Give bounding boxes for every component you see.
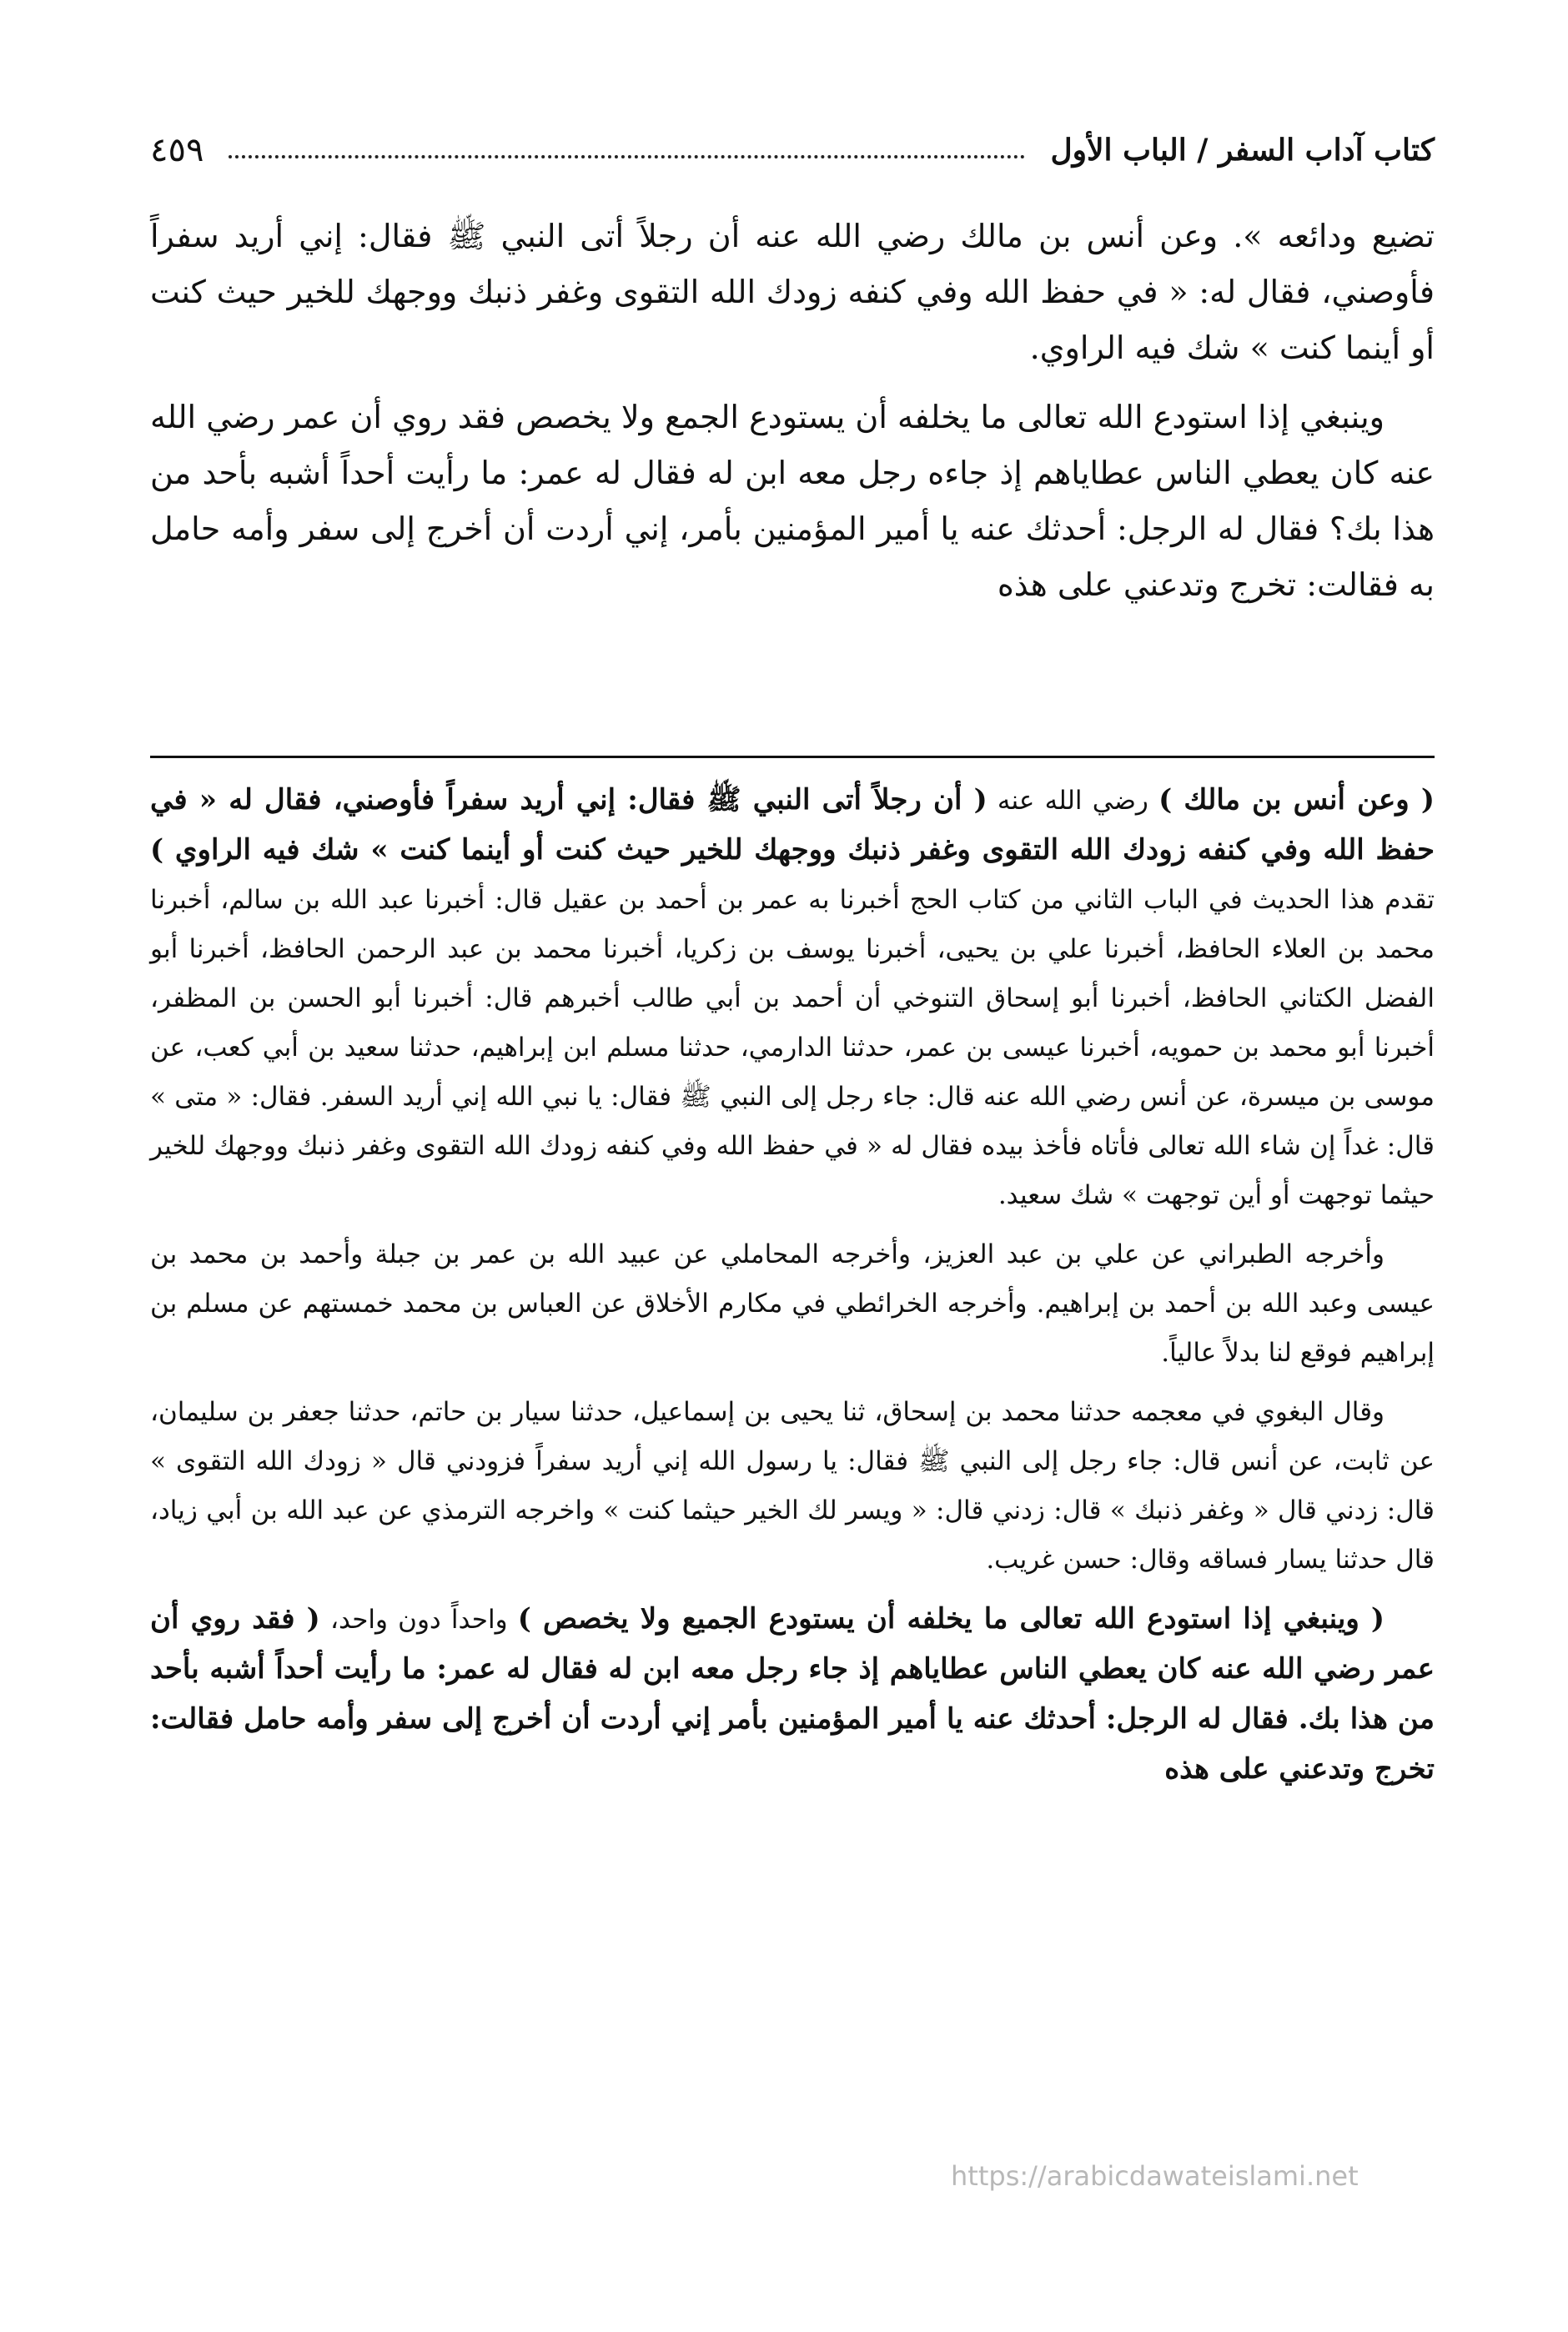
main-text: [150, 209, 1435, 626]
commentary-paragraph-1: [150, 776, 1435, 1220]
commentary-text: تقدم هذا الحديث في الباب الثاني من كتاب الحج أخبرنا به عمر بن أحمد بن عقيل قال: أخبرنا عبد الله بن سالم، أخبرنا محمد بن العلاء الحافظ، أخبرنا علي بن يحيى، أخبرنا يوسف بن زكريا، أخبرنا محمد بن عبد الرحمن الحافظ، أخبرنا أبو الفضل الكتاني الحافظ، أخبرنا أبو إسحاق التنوخي أن أحمد بن أبي طالب أخبرهم قال: أخبرنا أبو الحسن بن المظفر، أخبرنا أبو محمد بن حمويه، أخبرنا عيسى بن عمر، حدثنا الدارمي، حدثنا مسلم ابن إبراهيم، حدثنا سعيد بن أبي كعب، عن موسى بن ميسرة، عن أنس رضي الله عنه قال: جاء رجل إلى النبي ﷺ فقال: يا نبي الله إني أريد السفر. فقال: « متى » قال: غداً إن شاء الله تعالى فأتاه فأخذ بيده فقال له « في حفظ الله وفي كنفه زودك الله التقوى وغفر ذنبك ووجهك للخير حيثما توجهت أو أين توجهت » شك سعيد.: [150, 885, 1435, 1210]
commentary-paragraph-3: وقال البغوي في معجمه حدثنا محمد بن إسحاق، ثنا يحيى بن إسماعيل، حدثنا سيار بن حاتم، حدثنا جعفر بن سليمان، عن ثابت، عن أنس قال: جاء رجل إلى النبي ﷺ فقال: يا رسول الله إني أريد سفراً فزودني قال « زودك الله التقوى » قال: زدني قال « وغفر ذنبك » قال: زدني قال: « ويسر لك الخير حيثما كنت » واخرجه الترمذي عن عبد الله بن أبي زياد، قال حدثنا يسار فساقه وقال: حسن غريب.: [150, 1397, 1435, 1575]
main-paragraph-1: تضيع ودائعه ». وعن أنس بن مالك رضي الله عنه أن رجلاً أتى النبي ﷺ فقال: إني أريد سفراً فأوصني، فقال له: « في حفظ الله وفي كنفه زودك الله التقوى وغفر ذنبك ووجهك للخير حيث كنت أو أينما كنت » شك فيه الراوي.: [150, 218, 1435, 366]
commentary-quote: ( أن رجلاً أتى النبي ﷺ فقال: إني أريد سفراً فأوصني، فقال له « في حفظ الله وفي كنفه زودك الله التقوى وغفر ذنبك ووجهك للخير حيث كنت أو أينما كنت » شك فيه الراوي ): [150, 783, 1435, 867]
commentary-paragraph-4: [150, 1595, 1435, 1795]
commentary-quote: ( فقد روي أن عمر رضي الله عنه كان يعطي الناس عطاياهم إذ جاء رجل معه ابن له فقال له عمر: ما رأيت أحداً أشبه بأحد من هذا بك. فقال له الرجل: أحدثك عنه يا أمير المؤمنين بأمر إني أردت أن أخرج إلى سفر وأمه حامل فقالت: تخرج وتدعني على هذه: [150, 1602, 1435, 1786]
commentary-quote: ( وينبغي إذا استودع الله تعالى ما يخلفه أن يستودع الجميع ولا يخصص ): [517, 1602, 1385, 1636]
running-title: كتاب آداب السفر / الباب الأول: [1050, 133, 1435, 168]
main-paragraph-2: وينبغي إذا استودع الله تعالى ما يخلفه أن يستودع الجمع ولا يخصص فقد روي أن عمر رضي الله عنه كان يعطي الناس عطاياهم إذ جاءه رجل معه ابن له فقال له عمر: ما رأيت أحداً أشبه بأحد من هذا بك؟ فقال له الرجل: أحدثك عنه يا أمير المؤمنين بأمر، إني أردت أن أخرج إلى سفر وأمه حامل به فقالت: تخرج وتدعني على هذه: [150, 399, 1435, 603]
watermark-url: https://arabicdawateislami.net: [951, 2160, 1359, 2192]
commentary-text: واحداً دون واحد،: [319, 1605, 518, 1635]
commentary-text: رضي الله عنه: [987, 786, 1159, 816]
page-number: ٤٥٩: [150, 131, 204, 169]
commentary-quote: ( وعن أنس بن مالك ): [1158, 783, 1435, 817]
commentary-section: [150, 776, 1435, 1805]
page-header: [150, 117, 1435, 183]
commentary-paragraph-2: وأخرجه الطبراني عن علي بن عبد العزيز، وأخرجه المحاملي عن عبيد الله بن عمر بن جبلة وأحمد بن محمد بن عيسى وعبد الله بن أحمد بن إبراهيم. وأخرجه الخرائطي في مكارم الأخلاق عن العباس بن محمد خمستهم عن مسلم بن إبراهيم فوقع لنا بدلاً عالياً.: [150, 1239, 1435, 1368]
dotted-leader: [229, 155, 1025, 158]
separator-rule: [150, 756, 1435, 758]
